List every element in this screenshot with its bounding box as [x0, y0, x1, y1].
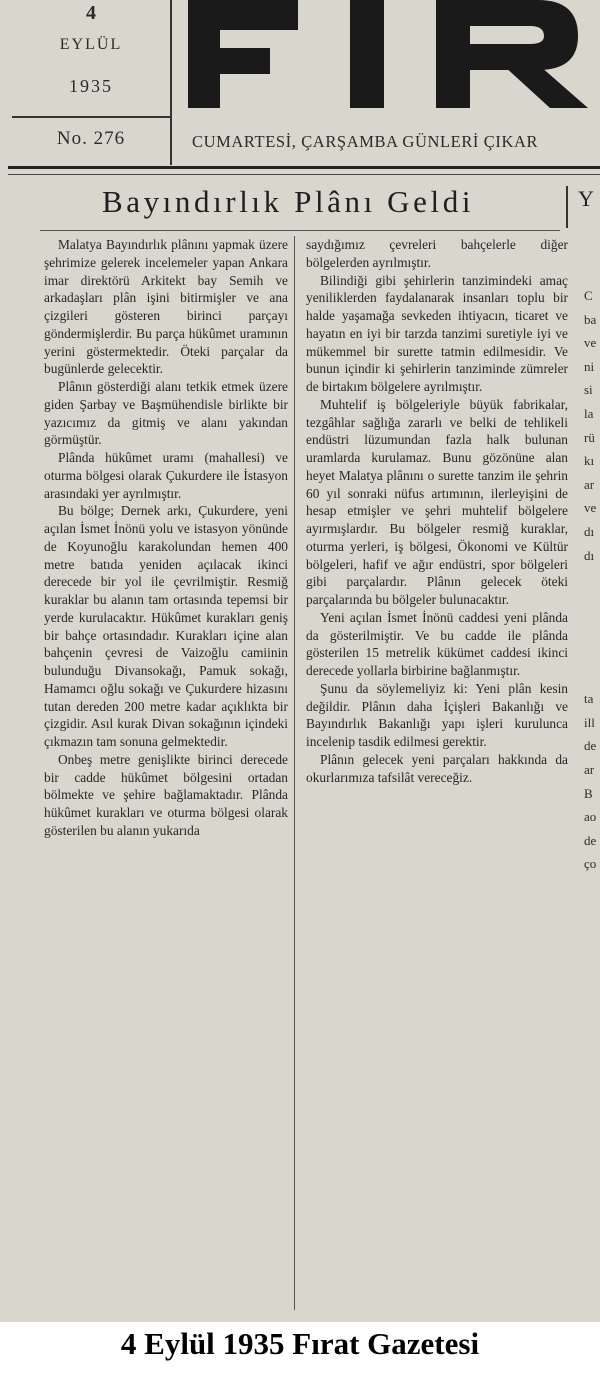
- column-divider: [294, 236, 295, 1310]
- side-fragment: de: [584, 832, 597, 848]
- paragraph: Bu bölge; Dernek arkı, Çukurdere, yeni açılan İsmet İnönü yolu ve istasyon yönünde de Koyunoğlu karakolundan hemen 400 metre batıda yeniden açılacak ikinci derecede bir yol ile çevrilmiştir. Resmiğ kuraklar bu alanın tam ortasında tepemsi bir yerde kurulacaktır. Hükûmet kurakları geniş bir bahçe ortasındadır. Kurakları içine alan bahçenin çevresi de Vaizoğlu camiinin bulunduğu Divansokağı, Pamuk sokağı, Hamamcı oğlu sokağı ve Çukurdere hizasını tutan dereden 200 metre kadar açıklıkta bir çizgidir. Asıl kurak Divan sokağının içindeki çıkmazın tam sonuna gelmektedir.: [44, 503, 288, 749]
- side-fragment: ta: [584, 691, 594, 707]
- date-box: [12, 0, 172, 165]
- side-fragment: ar: [584, 761, 595, 777]
- side-fragment: ba: [584, 311, 597, 327]
- masthead: [0, 0, 600, 172]
- paragraph: Plânda hükûmet uramı (mahallesi) ve oturma bölgesi olarak Çukurdere ile İstasyon arasındaki yer ayrılmıştır.: [44, 450, 288, 501]
- date-month: EYLÜL: [59, 36, 123, 53]
- side-heading-fragment: Y: [578, 186, 594, 211]
- paragraph: Muhtelif iş bölgeleriyle büyük fabrikalar, tezgâhlar sağlığa zararlı ve belki de tehlikeli endüstri lüzumundan fazla halk bulunan uramlarda kurulamaz. Bunu gözönüne alan heyet Malatya plânını o surette tanzim ile şehrin 60 yıl sonraki nüfus artımının, ilerleyişini de hesap etmişler ve şehri muhtelif bölgelere ayırmışlardır. Bu bölgeler resmiğ kuraklar, oturma yerleri, iş bölgesi, Ökonomi ve Kültür bölgeleri, hafif ve ağır endüstri, spor bölgeleri gibi parçalardır. Plânın gelecek öteki parçalarında bu bölgeler bulunacaktır.: [306, 396, 568, 607]
- image-caption: 4 Eylül 1935 Fırat Gazetesi: [120, 1326, 480, 1361]
- side-fragment: dı: [584, 523, 595, 539]
- side-fragment: rü: [584, 429, 595, 445]
- side-fragment: ço: [584, 856, 597, 872]
- date-day: 4: [86, 2, 96, 24]
- side-fragment: la: [584, 405, 594, 421]
- side-fragment: si: [584, 382, 593, 398]
- side-divider: [566, 186, 568, 228]
- article-headline: Bayındırlık Plânı Geldi: [101, 184, 475, 219]
- headline-rule: [40, 230, 560, 231]
- date-divider: [12, 116, 170, 118]
- side-fragment: de: [584, 738, 597, 754]
- article-column-left: [44, 236, 288, 840]
- paragraph: Yeni açılan İsmet İnönü caddesi yeni plânda da gösterilmiştir. Ve bu cadde ile plânda gösterilen 15 metrelik kükümet caddesi ikinci derecede yollarla birbirine bağlanmıştır.: [306, 609, 568, 678]
- side-fragment: ve: [584, 335, 597, 351]
- paragraph: Plânın gelecek yeni parçaları hakkında da okurlarımıza tafsilât vereceğiz.: [306, 751, 568, 785]
- side-gap: [584, 567, 600, 687]
- masthead-rule: [8, 166, 600, 169]
- paragraph: Şunu da söylemeliyiz ki: Yeni plân kesin değildir. Plânın daha İçişleri Bakanlığı ve Bayındırlık Bakanlığı yapı işleri kurulunca incelenip tasdik edilmesi gerektir.: [306, 680, 568, 749]
- side-fragment: B: [584, 785, 593, 801]
- side-fragment: ni: [584, 358, 595, 374]
- side-fragment: kı: [584, 453, 595, 469]
- side-fragment: ao: [584, 809, 597, 825]
- publication-days: CUMARTESİ, ÇARŞAMBA GÜNLERİ ÇIKAR: [192, 132, 539, 151]
- paragraph: Onbeş metre genişlikte birinci derecede bir cadde hükûmet bölgesini ortadan bölmekte ve şehire bağlamaktadır. Plânda hükûmet kurakları ve oturma bölgesi olarak gösterilen bu alanın yukarıda: [44, 751, 288, 838]
- paragraph: Malatya Bayındırlık plânını yapmak üzere şehrimize gelerek incelemeler yapan Ankara imar direktörü Arkitekt bay Semih ve arkadaşları plân işini bitirmişler ve ana çizgileri gösteren birinci parçayı göndermişlerdir. Bu parça hükûmet uramının yerini göstermektedir. Öteki parçalar da bugünlerde gelecektir.: [44, 237, 288, 377]
- paragraph: Plânın gösterdiği alanı tetkik etmek üzere giden Şarbay ve Başmühendisle birlikte bir yazıcımız da gitmiş ve alanı yakından görmüştür.: [44, 379, 288, 448]
- side-fragment: C: [584, 288, 593, 303]
- paragraph: saydığımız çevreleri bahçelerle diğer bölgelerden ayrılmıştır.: [306, 237, 568, 270]
- side-fragment: ill: [584, 714, 595, 730]
- side-fragment: dı: [584, 547, 595, 563]
- side-column-fragments: [584, 284, 600, 876]
- newspaper-logo: [178, 0, 600, 112]
- article-column-right: [306, 236, 568, 786]
- issue-number: No. 276: [56, 128, 126, 149]
- masthead-rule-thin: [8, 174, 600, 175]
- side-fragment: ve: [584, 500, 597, 516]
- side-fragment: ar: [584, 476, 595, 492]
- paragraph: Bilindiği gibi şehirlerin tanzimindeki amaç yeniliklerden faydalanarak insanları toplu bir halde yaşamağa sevkeden ihtiyacın, ticaret ve hayatın en iyi bir tarzda tanzimi suretiyle iyi ve mükemmel bir surette tatmin edilmesidir. Ve bunun içindir ki şehirlerin tanziminde zümreler de birtakım bölgelere ayrılmıştır.: [306, 272, 568, 394]
- date-year: 1935: [69, 76, 113, 96]
